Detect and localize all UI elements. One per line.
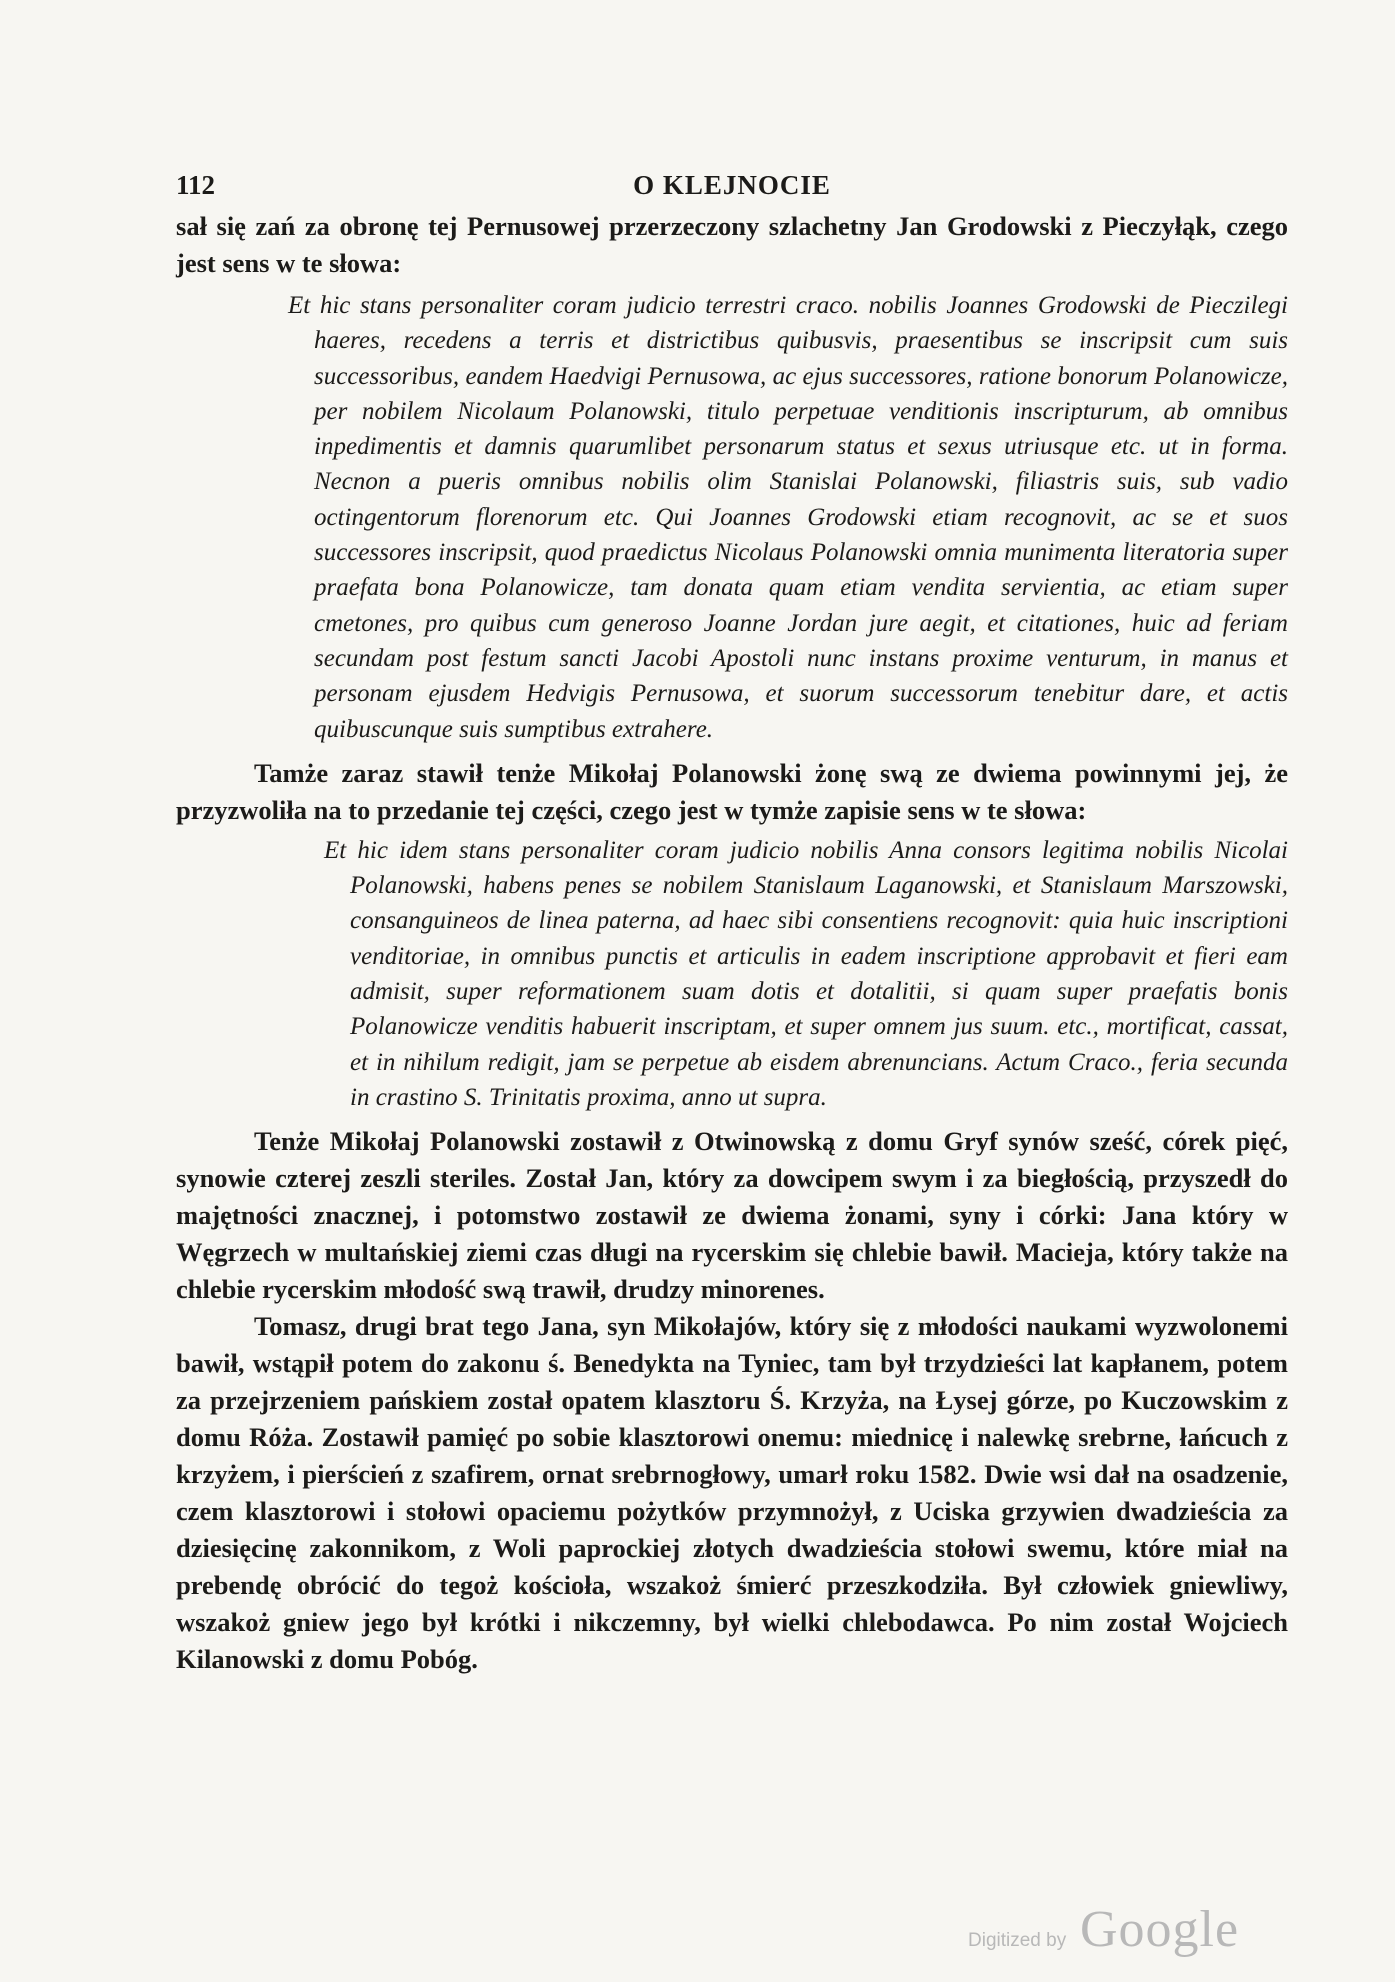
watermark-digitized-by: Digitized by xyxy=(968,1930,1067,1951)
watermark-google-logo: Google xyxy=(1080,1901,1240,1958)
paragraph-3: Tenże Mikołaj Polanowski zostawił z Otwinowską z domu Gryf synów sześć, córek pięć, synowie czterej zeszli steriles. Został Jan, który za dowcipem swym i za biegłością, przyszedł do majętności znacznej, i potomstwo zostawił ze dwiema żonami, syny i córki: Jana który w Węgrzech w multańskiej ziemi czas długi na rycerskim się chlebie bawił. Macieja, który także na chlebie rycerskim młodość swą trawił, drudzy minorenes. xyxy=(176,1126,1288,1305)
document-page xyxy=(176,160,1288,1678)
paragraph-2: Tamże zaraz stawił tenże Mikołaj Polanowski żonę swą ze dwiema powinnymi jej, że przyzwoliła na to przedanie tej części, czego jest w tymże zapisie sens w te słowa: xyxy=(176,757,1288,825)
paragraph-1: sał się zań za obronę tej Pernusowej przerzeczony szlachetny Jan Grodowski z Pieczyłąk, czego jest sens w te słowa: xyxy=(176,211,1288,278)
latin-quote-2: Et hic idem stans personaliter coram judicio nobilis Anna consors legitima nobilis Nicolai Polanowski, habens penes se nobilem Stanislaum Laganowski, et Stanislaum Marszowski, consanguineos de linea paterna, ad haec sibi consentiens recognovit: quia huic inscriptioni venditoriae, in omnibus punctis et articulis in eadem inscriptione approbavit et fieri eam admisit, super reformationem suam dotis et dotalitii, si quam super praefatis bonis Polanowicze venditis habuerit inscriptam, et super omnem jus suum. etc., mortificat, cassat, et in nihilum redigit, jam se perpetue ab eisdem abrenuncians. Actum Craco., feria secunda in crastino S. Trinitatis proxima, anno ut supra. xyxy=(324,836,1288,1111)
running-title: O KLEJNOCIE xyxy=(633,170,831,200)
page-number: 112 xyxy=(176,170,216,200)
google-watermark xyxy=(968,1900,1238,1970)
page-header xyxy=(176,160,1288,208)
paragraph-4: Tomasz, drugi brat tego Jana, syn Mikołajów, który się z młodości naukami wyzwolonemi bawił, wstąpił potem do zakonu ś. Benedykta na Tyniec, tam był trzydzieści lat kapłanem, potem za przejrzeniem pańskiem został opatem klasztoru Ś. Krzyża, na Łysej górze, po Kuczowskim z domu Róża. Zostawił pamięć po sobie klasztorowi onemu: miednicę i nalewkę srebrne, łańcuch z krzyżem, i pierścień z szafirem, ornat srebrnogłowy, umarł roku 1582. Dwie wsi dał na osadzenie, czem klasztorowi i stołowi opaciemu pożytków przymnożył, z Uciska grzywien dwadzieścia za dziesięcinę zakonnikom, z Woli paprockiej złotych dwadzieścia stołowi swemu, które miał na prebendę obrócić do tegoż kościoła, wszakoż śmierć przeszkodziła. Był człowiek gniewliwy, wszakoż gniew jego był krótki i nikczemny, był wielki chlebodawca. Po nim został Wojciech Kilanowski z domu Pobóg. xyxy=(176,1311,1288,1675)
latin-quote-1: Et hic stans personaliter coram judicio terrestri craco. nobilis Joannes Grodowski de Pieczilegi haeres, recedens a terris et districtibus quibusvis, praesentibus se inscripsit cum suis successoribus, eandem Haedvigi Pernusowa, ac ejus successores, ratione bonorum Polanowicze, per nobilem Nicolaum Polanowski, titulo perpetuae venditionis inscripturum, ab omnibus inpedimentis et damnis quarumlibet personarum status et sexus utriusque etc. ut in forma. Necnon a pueris omnibus nobilis olim Stanislai Polanowski, filiastris suis, sub vadio octingentorum florenorum etc. Qui Joannes Grodowski etiam recognovit, ac se et suos successores inscripsit, quod praedictus Nicolaus Polanowski omnia munimenta literatoria super praefata bona Polanowicze, tam donata quam etiam vendita servientia, ac etiam super cmetones, pro quibus cum generoso Joanne Jordan jure aegit, et citationes, huic ad feriam secundam post festum sancti Jacobi Apostoli nunc instans proxime venturum, in manus et personam ejusdem Hedvigis Pernusowa, et suorum successorum tenebitur dare, et actis quibuscunque suis sumptibus extrahere. xyxy=(288,292,1288,743)
